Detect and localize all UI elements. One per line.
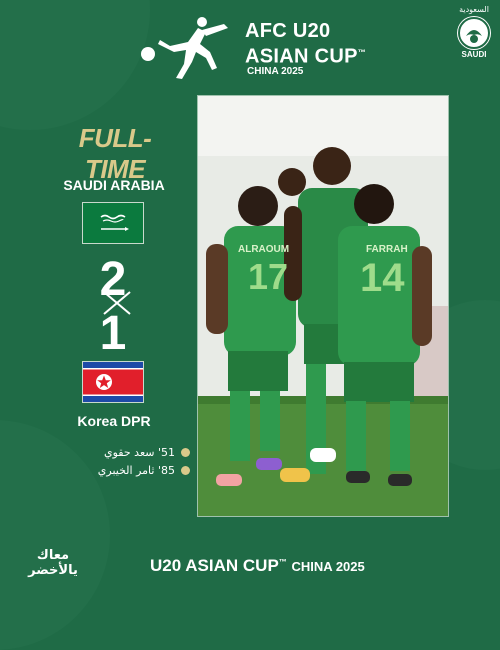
tournament-subtitle: CHINA 2025 bbox=[247, 66, 304, 77]
falcon-crest-icon bbox=[457, 16, 491, 50]
scorer-name: ثامر الخيبري bbox=[97, 464, 155, 477]
tournament-title bbox=[245, 20, 366, 68]
away-score: 1 bbox=[99, 307, 127, 360]
footer-tournament-title bbox=[150, 556, 365, 576]
player-number-left: 17 bbox=[248, 256, 289, 297]
footer-slogan-line2: يالأخضر bbox=[28, 563, 78, 578]
background-shape bbox=[0, 0, 150, 130]
scorer-item bbox=[70, 446, 190, 464]
trademark-symbol: ™ bbox=[357, 48, 367, 57]
footer-slogan-line1: معاك bbox=[36, 548, 70, 563]
match-status: FULL-TIME bbox=[78, 123, 152, 184]
home-score: 2 bbox=[99, 253, 127, 306]
footer-subtitle: CHINA 2025 bbox=[291, 559, 365, 574]
tournament-header bbox=[140, 10, 380, 80]
tournament-title-line1: AFC U20 bbox=[245, 20, 331, 42]
player-name-left: ALRAOUM bbox=[238, 244, 290, 255]
scorer-name: سعد حقوي bbox=[104, 446, 155, 459]
football-icon bbox=[181, 466, 190, 475]
footer-title-text: U20 ASIAN CUP bbox=[150, 556, 279, 575]
football-icon bbox=[181, 448, 190, 457]
saudi-federation-badge bbox=[450, 5, 498, 65]
footballer-logo-icon bbox=[140, 12, 240, 82]
celebration-photo bbox=[197, 95, 449, 517]
footer-slogan bbox=[18, 548, 88, 578]
saudi-badge-arabic: السعودية bbox=[459, 5, 489, 14]
tournament-title-line2: ASIAN CUP bbox=[245, 45, 358, 68]
north-korea-flag-icon bbox=[82, 361, 144, 403]
saudi-flag-icon bbox=[82, 202, 144, 244]
player-number-right: 14 bbox=[360, 256, 405, 300]
scorers-list bbox=[70, 446, 190, 482]
tournament-title-line2-wrap bbox=[245, 42, 366, 68]
home-team-name: SAUDI ARABIA bbox=[63, 177, 165, 193]
saudi-badge-label: SAUDI bbox=[461, 50, 487, 59]
player-name-right: FARRAH bbox=[366, 244, 408, 255]
scorer-item bbox=[70, 464, 190, 482]
scorer-minute: 85' bbox=[157, 464, 175, 477]
footer-trademark: ™ bbox=[278, 557, 287, 567]
scorer-minute: 51' bbox=[157, 446, 175, 459]
away-team-name: Korea DPR bbox=[77, 413, 151, 429]
